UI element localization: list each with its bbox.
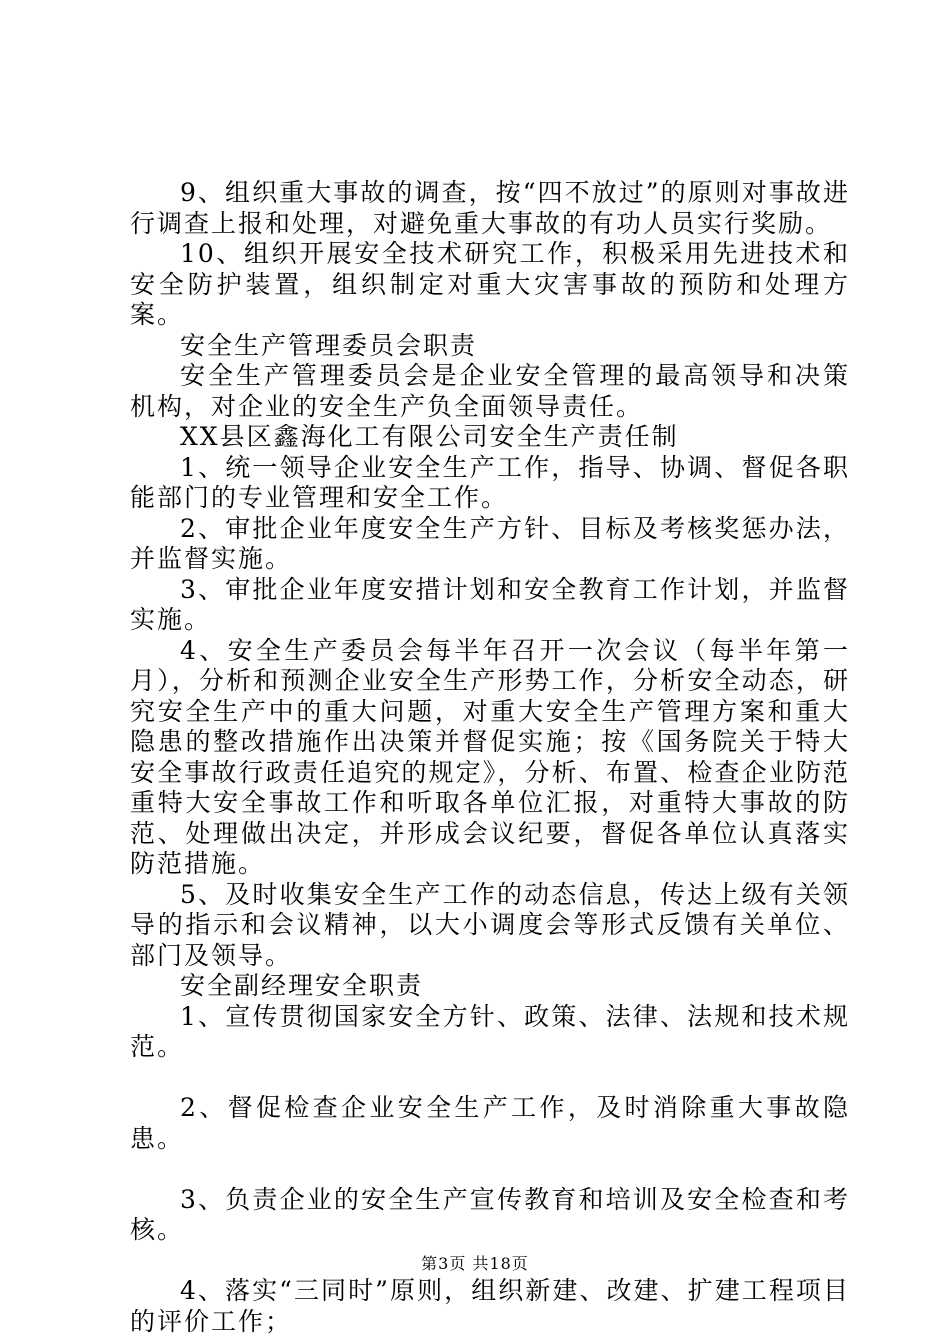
paragraph-deputy-item-3: 3、负责企业的安全生产宣传教育和培训及安全检查和考核。 (130, 1184, 850, 1244)
section-heading-deputy-manager-duties: 安全副经理安全职责 (180, 971, 424, 1000)
paragraph-company-item-3: 3、审批企业年度安措计划和安全教育工作计划，并监督实施。 (130, 574, 850, 634)
paragraph-deputy-item-2: 2、督促检查企业安全生产工作，及时消除重大事故隐患。 (130, 1093, 850, 1153)
paragraph-company-item-2: 2、审批企业年度安全生产方针、目标及考核奖惩办法，并监督实施。 (130, 513, 850, 573)
paragraph-item-9: 9、组织重大事故的调查，按“四不放过”的原则对事故进行调查上报和处理，对避免重大事故的有功人员实行奖励。 (130, 178, 850, 238)
paragraph-deputy-item-1: 1、宣传贯彻国家安全方针、政策、法律、法规和技术规范。 (130, 1001, 850, 1061)
section-heading-company-responsibility: XX县区鑫海化工有限公司安全生产责任制 (180, 422, 679, 451)
section-heading-committee-duties: 安全生产管理委员会职责 (180, 330, 478, 360)
paragraph-company-item-1: 1、统一领导企业安全生产工作，指导、协调、督促各职能部门的专业管理和安全工作。 (130, 452, 850, 512)
paragraph-committee-description: 安全生产管理委员会是企业安全管理的最高领导和决策机构，对企业的安全生产负全面领导责任。 (130, 361, 850, 421)
document-body (130, 178, 850, 1337)
page-number-footer: 第3页 共18页 (421, 1254, 529, 1273)
paragraph-deputy-item-4: 4、落实“三同时”原则，组织新建、改建、扩建工程项目的评价工作； (130, 1276, 850, 1336)
paragraph-company-item-5: 5、及时收集安全生产工作的动态信息，传达上级有关领导的指示和会议精神，以大小调度会等形式反馈有关单位、部门及领导。 (130, 879, 850, 970)
paragraph-item-10: 10、组织开展安全技术研究工作，积极采用先进技术和安全防护装置，组织制定对重大灾害事故的预防和处理方案。 (130, 239, 850, 329)
paragraph-company-item-4: 4、安全生产委员会每半年召开一次会议（每半年第一月），分析和预测企业安全生产形势工作，分析安全动态，研究安全生产中的重大问题，对重大安全生产管理方案和重大隐患的整改措施作出决策并督促实施；按《国务院关于特大安全事故行政责任追究的规定》，分析、布置、检查企业防范重特大安全事故工作和听取各单位汇报，对重特大事故的防范、处理做出决定，并形成会议纪要，督促各单位认真落实防范措施。 (130, 635, 850, 878)
